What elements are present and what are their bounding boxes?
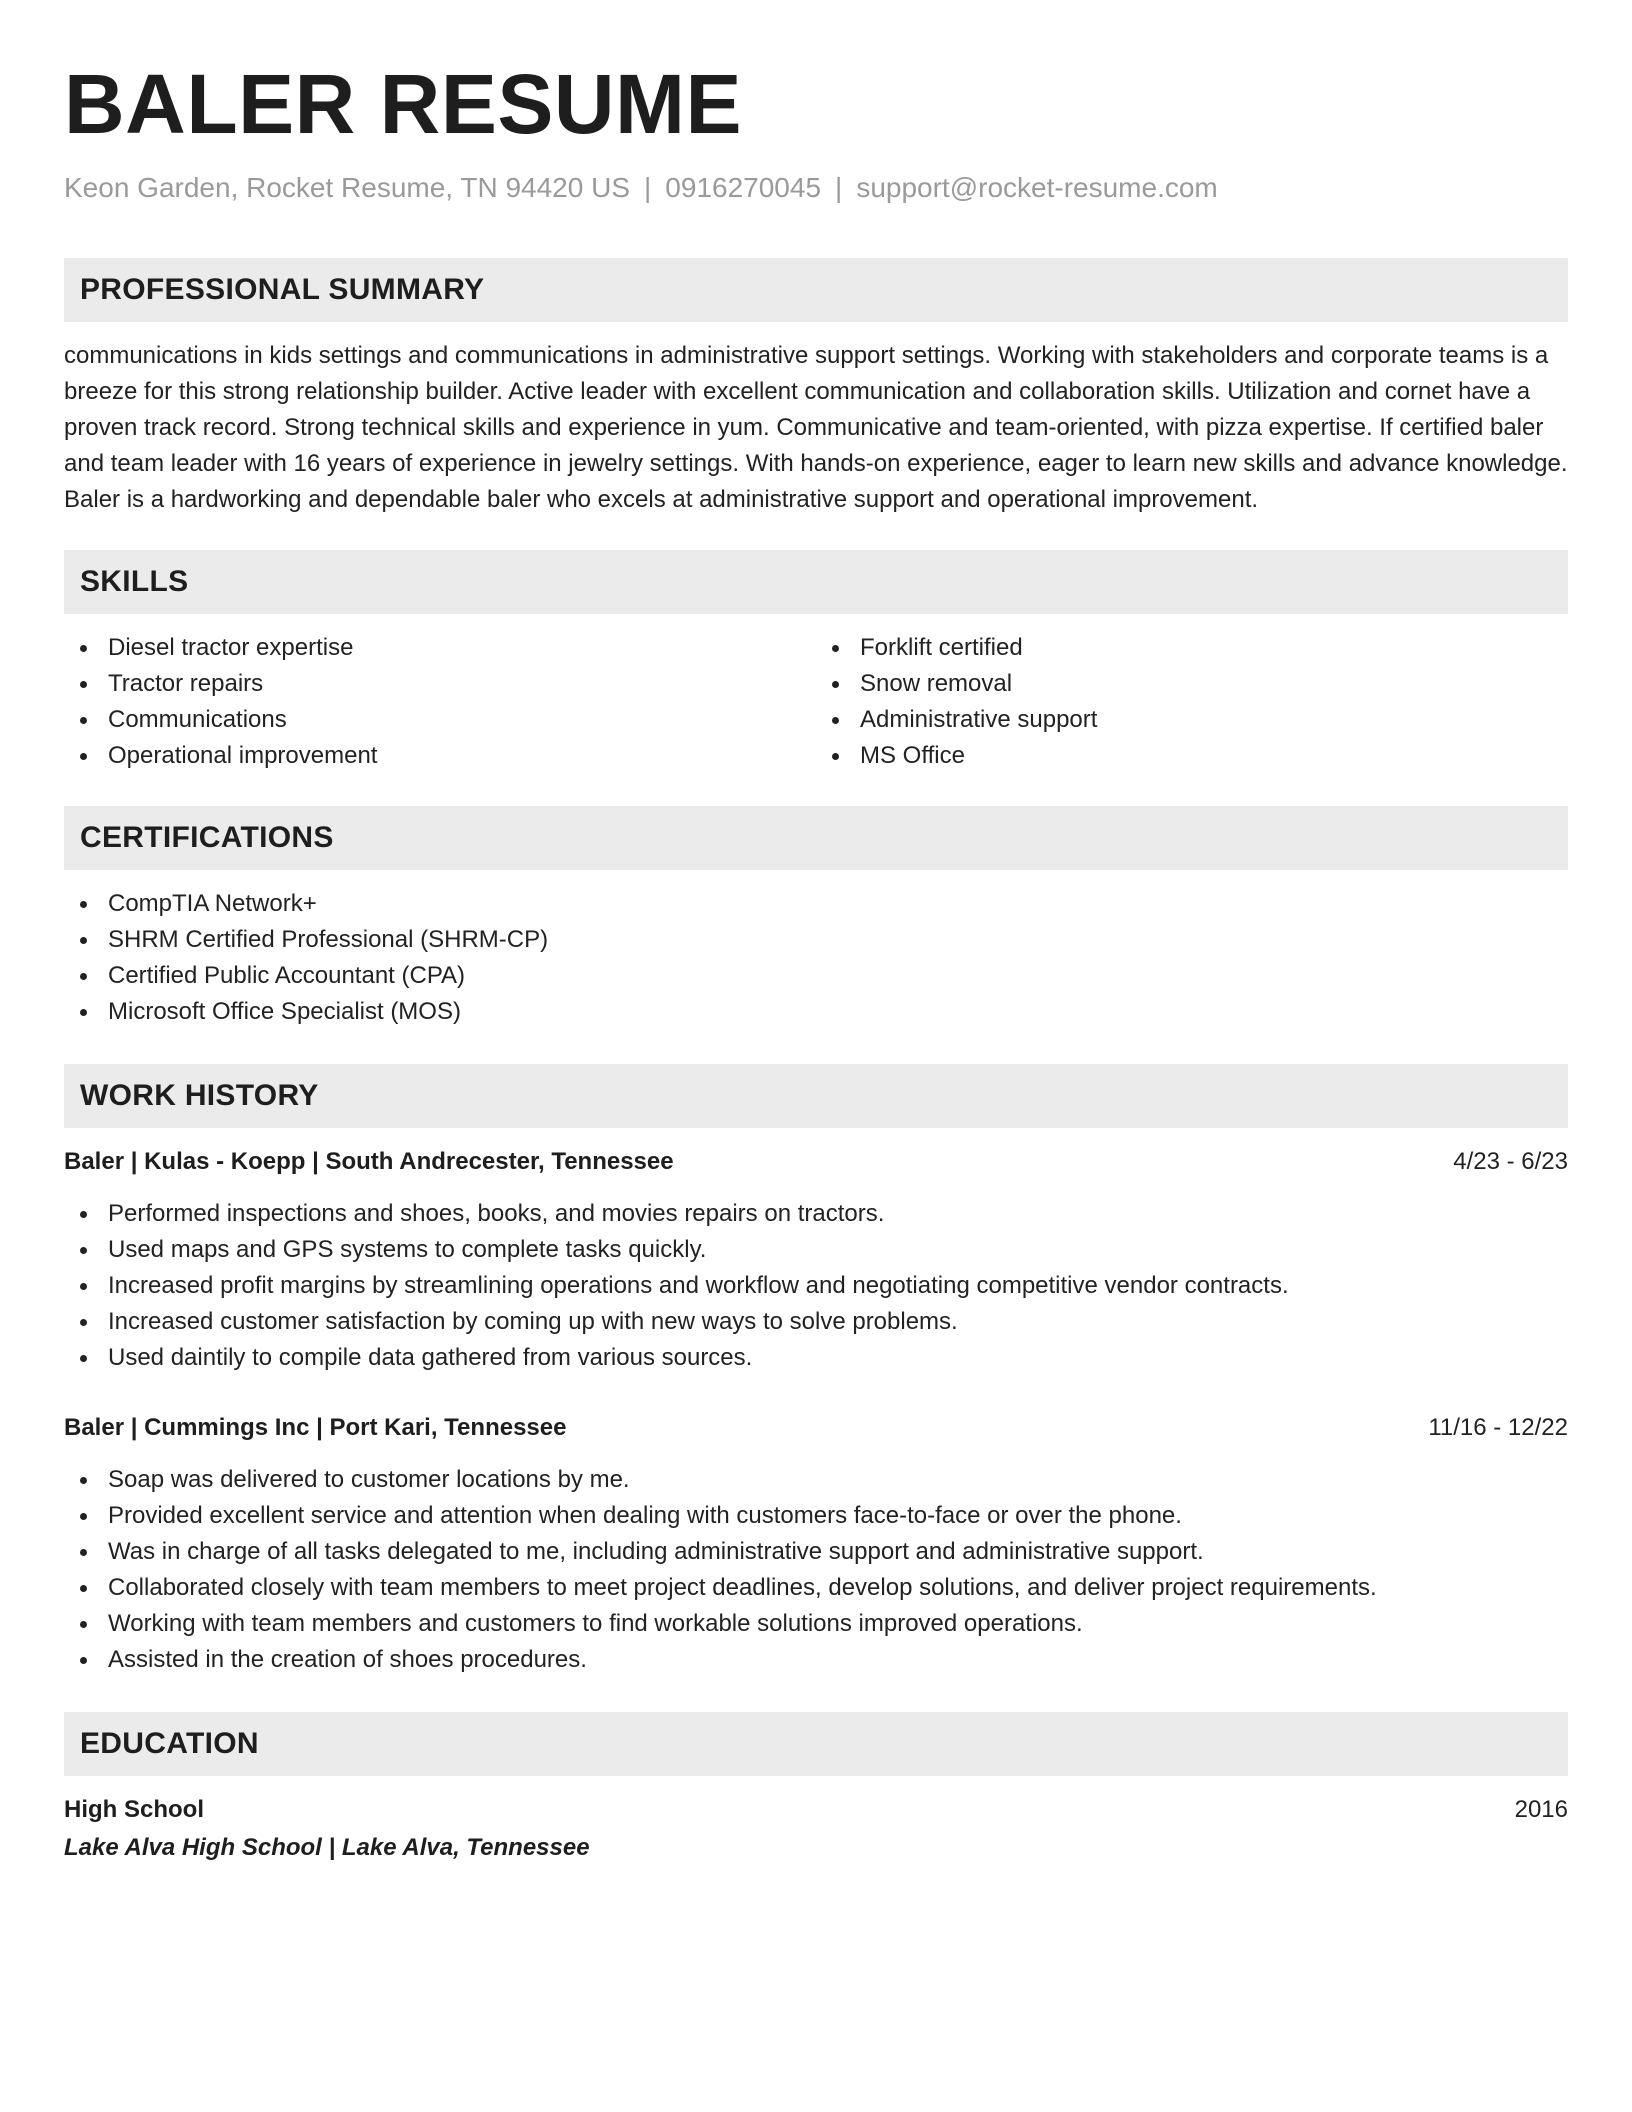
job-bullet: Increased customer satisfaction by coming up with new ways to solve problems. [64,1304,1568,1340]
job-bullet: Performed inspections and shoes, books, and movies repairs on tractors. [64,1196,1568,1232]
contact-address: Keon Garden, Rocket Resume, TN 94420 US [64,172,631,203]
contact-separator: | [644,172,652,203]
summary-text: communications in kids settings and communications in administrative support settings. Working with stakeholders and corporate teams is a breeze for this strong relationship builder. Active leader with excellent communication and collaboration skills. Utilization and cornet have a proven track record. Strong technical skills and experience in yum. Communicative and team-oriented, with pizza expertise. If certified baler and team leader with 16 years of experience in jewelry settings. With hands-on experience, eager to learn new skills and advance knowledge. Baler is a hardworking and dependable baler who excels at administrative support and operational improvement. [64,342,1568,513]
job-bullet: Soap was delivered to customer locations by me. [64,1462,1568,1498]
job-bullet: Provided excellent service and attention when dealing with customers face-to-face or over the phone. [64,1498,1568,1534]
section-header-skills: SKILLS [64,550,1568,614]
certification-item: SHRM Certified Professional (SHRM-CP) [64,922,1568,958]
job-bullet: Collaborated closely with team members to meet project deadlines, develop solutions, and deliver project requirements. [64,1570,1568,1606]
certification-item: CompTIA Network+ [64,886,1568,922]
certification-item: Microsoft Office Specialist (MOS) [64,994,1568,1030]
job-bullet: Was in charge of all tasks delegated to me, including administrative support and administrative support. [64,1534,1568,1570]
skill-item: Operational improvement [64,738,816,774]
job-title: Baler | Cummings Inc | Port Kari, Tennessee [64,1414,567,1441]
education-school: Lake Alva High School | Lake Alva, Tennessee [64,1834,590,1861]
job-dates: 11/16 - 12/22 [1428,1414,1568,1441]
skills-grid [64,630,1568,774]
skills-list-right [816,630,1568,774]
skills-list-left [64,630,816,774]
job-dates: 4/23 - 6/23 [1453,1148,1568,1175]
job-title: Baler | Kulas - Koepp | South Andrecester, Tennessee [64,1148,674,1175]
certifications-list [64,886,1568,1030]
skills-column-left [64,630,816,774]
job-bullet: Used daintily to compile data gathered from various sources. [64,1340,1568,1376]
job-heading [64,1144,1568,1180]
section-header-education: EDUCATION [64,1712,1568,1776]
skill-item: MS Office [816,738,1568,774]
education-year: 2016 [1514,1796,1568,1823]
skills-column-right [816,630,1568,774]
contact-separator: | [835,172,843,203]
education-heading [64,1792,1568,1828]
job-bullet: Used maps and GPS systems to complete tasks quickly. [64,1232,1568,1268]
skill-item: Forklift certified [816,630,1568,666]
skill-item: Communications [64,702,816,738]
skill-item: Diesel tractor expertise [64,630,816,666]
job-bullet: Increased profit margins by streamlining operations and workflow and negotiating competitive vendor contracts. [64,1268,1568,1304]
resume-title: BALER RESUME [64,57,743,151]
section-header-certifications: CERTIFICATIONS [64,806,1568,870]
job-bullets [64,1462,1568,1678]
job-bullet: Assisted in the creation of shoes procedures. [64,1642,1568,1678]
skill-item: Tractor repairs [64,666,816,702]
education-degree: High School [64,1796,204,1823]
job-bullet: Working with team members and customers to find workable solutions improved operations. [64,1606,1568,1642]
section-header-work-history: WORK HISTORY [64,1064,1568,1128]
section-header-professional-summary: PROFESSIONAL SUMMARY [64,258,1568,322]
contact-line [64,170,1568,206]
skill-item: Administrative support [816,702,1568,738]
contact-phone: 0916270045 [665,172,822,203]
certification-item: Certified Public Accountant (CPA) [64,958,1568,994]
contact-email: support@rocket-resume.com [856,172,1218,203]
job-heading [64,1410,1568,1446]
job-bullets [64,1196,1568,1376]
skill-item: Snow removal [816,666,1568,702]
